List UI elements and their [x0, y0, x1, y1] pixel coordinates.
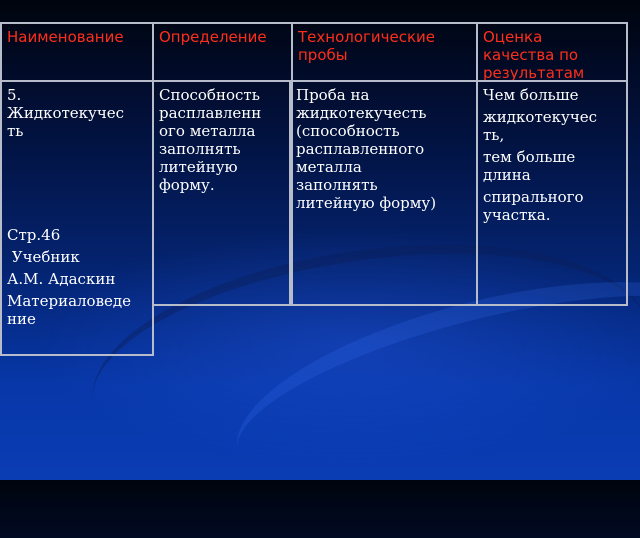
definition-line-5: литейную [159, 158, 238, 176]
header-name-text: Наименование [7, 28, 124, 46]
reference-title-line-2: ние [7, 310, 36, 328]
probe-line-3: (способность [296, 122, 400, 140]
assessment-line-5: длина [483, 166, 531, 184]
definition-line-3: ого металла [159, 122, 256, 140]
header-definition-text: Определение [159, 28, 267, 46]
name-line-1: 5. [7, 86, 22, 104]
reference-book: Учебник [7, 248, 80, 266]
definition-line-1: Способность [159, 86, 260, 104]
reference-title-line-1: Материаловеде [7, 292, 132, 310]
cell-probes [289, 80, 478, 306]
probe-line-6: заполнять [296, 176, 378, 194]
name-line-3: ть [7, 122, 24, 140]
assessment-line-4: тем больше [483, 148, 576, 166]
cell-assessment [476, 80, 628, 306]
header-definition [152, 22, 293, 82]
probe-line-5: металла [296, 158, 362, 176]
definition-line-2: расплавленн [159, 104, 262, 122]
cell-name [0, 80, 154, 356]
header-assessment-text: Оценка качества по результатам [483, 28, 585, 82]
cell-definition [152, 80, 293, 306]
probe-line-4: расплавленного [296, 140, 425, 158]
definition-line-6: форму. [159, 176, 215, 194]
assessment-line-6: спирального [483, 188, 584, 206]
reference-page: Стр.46 [7, 226, 61, 244]
assessment-line-3: ть, [483, 126, 505, 144]
header-name [0, 22, 154, 82]
reference-author: А.М. Адаскин [7, 270, 116, 288]
header-assessment [476, 22, 628, 82]
header-probes-text: Технологические пробы [298, 28, 436, 64]
assessment-line-7: участка. [483, 206, 551, 224]
definition-line-4: заполнять [159, 140, 241, 158]
probe-line-7: литейную форму) [296, 194, 437, 212]
assessment-line-1: Чем больше [483, 86, 579, 104]
name-spacer [7, 140, 148, 226]
probe-line-1: Проба на [296, 86, 370, 104]
header-probes [291, 22, 478, 82]
probe-line-2: жидкотекучесть [296, 104, 427, 122]
name-line-2: Жидкотекучес [7, 104, 125, 122]
assessment-line-2: жидкотекучес [483, 108, 598, 126]
